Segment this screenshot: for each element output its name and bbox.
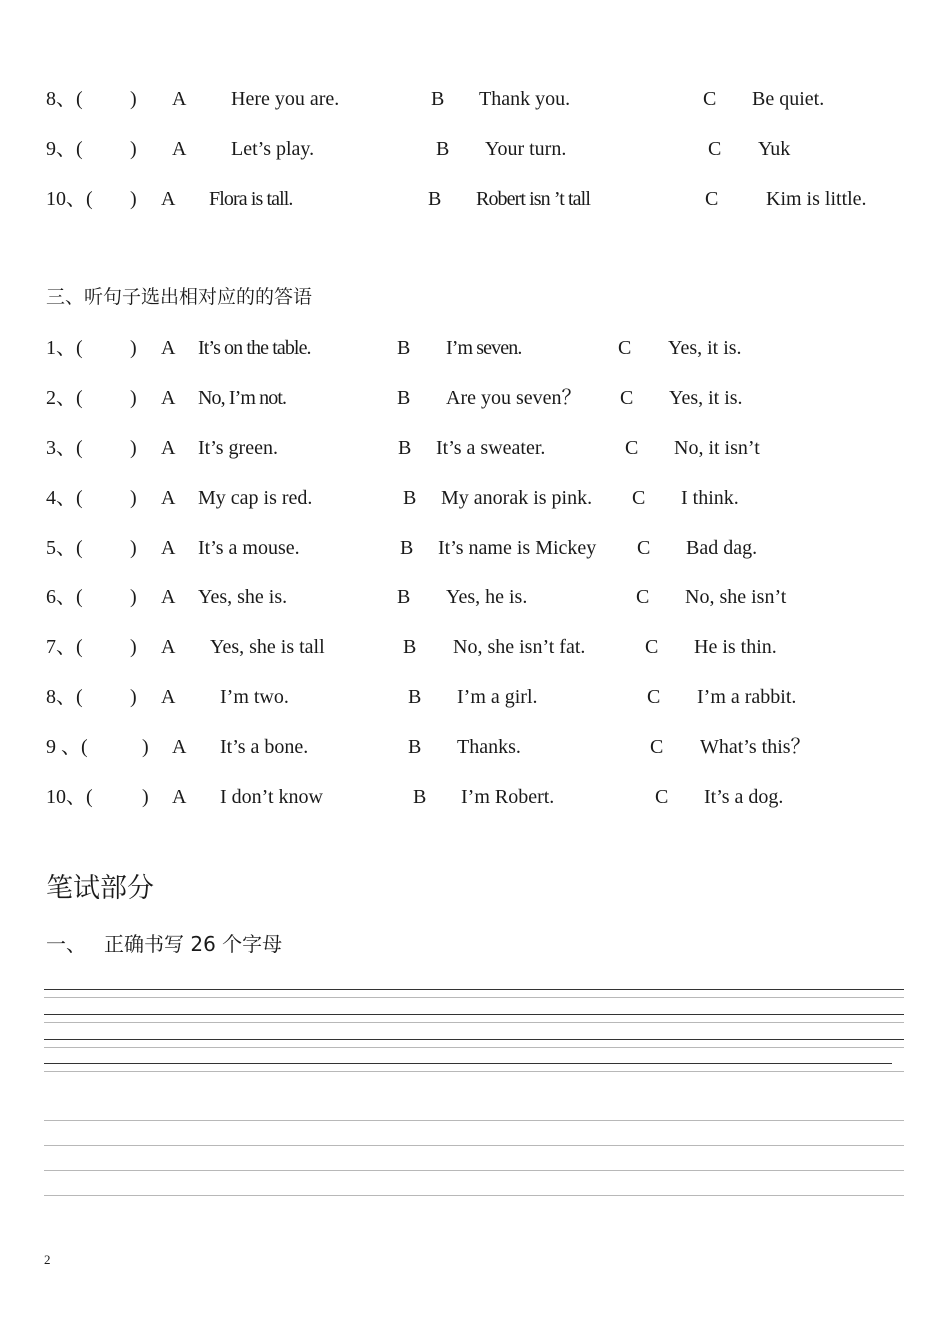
answer-bracket-close: ): [130, 188, 137, 210]
option-b-text: I’m a girl.: [457, 686, 538, 708]
option-a-label: A: [161, 337, 176, 359]
option-c-text: Kim is little.: [766, 188, 867, 210]
question-number: 8、(: [46, 686, 83, 708]
option-c-text: No, she isn’t: [685, 586, 787, 608]
option-c-label: C: [650, 736, 664, 758]
option-b-label: B: [413, 786, 427, 808]
option-b-text: Robert isn ’t tall: [476, 188, 590, 210]
page-number: 2: [44, 1252, 51, 1267]
option-c-text: He is thin.: [694, 636, 777, 658]
option-c-text: I think.: [681, 487, 739, 509]
option-b-text: I’m seven.: [446, 337, 522, 359]
option-b-label: B: [403, 487, 417, 509]
option-a-label: A: [172, 88, 187, 110]
option-c-text: Yes, it is.: [669, 387, 743, 409]
option-c-label: C: [632, 487, 646, 509]
answer-bracket-close: ): [130, 636, 137, 658]
answer-bracket-close: ): [130, 437, 137, 459]
answer-bracket-close: ): [142, 736, 149, 758]
option-b-label: B: [397, 337, 411, 359]
writing-line: [44, 1170, 904, 1171]
option-c-text: Be quiet.: [752, 88, 825, 110]
option-b-text: It’s a sweater.: [436, 437, 546, 459]
option-c-text: It’s a dog.: [704, 786, 784, 808]
option-b-label: B: [428, 188, 442, 210]
writing-line: [44, 1014, 904, 1015]
option-a-label: A: [172, 138, 187, 160]
option-a-label: A: [161, 487, 176, 509]
option-c-label: C: [703, 88, 717, 110]
question-row: [0, 684, 950, 710]
option-b-text: Yes, he is.: [446, 586, 528, 608]
option-c-text: Yes, it is.: [668, 337, 742, 359]
answer-bracket-close: ): [130, 88, 137, 110]
question-row: [0, 634, 950, 660]
writing-line: [44, 1195, 904, 1196]
writing-line: [44, 1120, 904, 1121]
option-b-text: Thank you.: [479, 88, 571, 110]
question-number: 10、(: [46, 786, 93, 808]
option-c-text: No, it isn’t: [674, 437, 760, 459]
subsection-text: 正确书写 26 个字母: [104, 932, 283, 956]
question-number: 9、(: [46, 138, 83, 160]
written-section-title: 笔试部分: [46, 873, 154, 904]
question-number: 10、(: [46, 188, 93, 210]
option-a-text: I’m two.: [220, 686, 289, 708]
option-c-text: Bad dag.: [686, 537, 758, 559]
answer-bracket-close: ): [130, 686, 137, 708]
option-b-text: Your turn.: [485, 138, 567, 160]
option-a-text: Flora is tall.: [209, 188, 293, 210]
question-row: [0, 335, 950, 361]
answer-bracket-close: ): [130, 337, 137, 359]
option-a-label: A: [161, 387, 176, 409]
option-b-label: B: [397, 586, 411, 608]
option-a-text: It’s a bone.: [220, 736, 309, 758]
option-c-label: C: [637, 537, 651, 559]
option-c-text: What’s this？: [700, 736, 811, 758]
option-a-text: I don’t know: [220, 786, 323, 808]
option-c-label: C: [620, 387, 634, 409]
option-a-text: It’s a mouse.: [198, 537, 300, 559]
writing-line: [44, 1047, 904, 1048]
question-row: [0, 734, 950, 760]
option-b-text: My anorak is pink.: [441, 487, 593, 509]
option-a-text: Here you are.: [231, 88, 340, 110]
option-c-label: C: [655, 786, 669, 808]
writing-line: [44, 1071, 904, 1072]
question-row: [0, 86, 950, 112]
writing-line: [44, 997, 904, 998]
option-b-label: B: [408, 686, 422, 708]
option-b-text: Are you seven？: [446, 387, 582, 409]
question-number: 5、(: [46, 537, 83, 559]
option-c-label: C: [645, 636, 659, 658]
question-row: [0, 435, 950, 461]
option-c-label: C: [647, 686, 661, 708]
answer-bracket-close: ): [130, 537, 137, 559]
answer-bracket-close: ): [130, 487, 137, 509]
option-a-label: A: [161, 437, 176, 459]
answer-bracket-close: ): [130, 138, 137, 160]
question-row: [0, 485, 950, 511]
writing-line: [44, 1039, 904, 1040]
option-b-label: B: [400, 537, 414, 559]
option-c-label: C: [618, 337, 632, 359]
option-c-label: C: [705, 188, 719, 210]
answer-bracket-close: ): [130, 387, 137, 409]
option-c-label: C: [636, 586, 650, 608]
section-title: 三、听句子选出相对应的的答语: [46, 286, 313, 308]
question-number: 9 、(: [46, 736, 88, 758]
option-a-text: Yes, she is tall: [210, 636, 325, 658]
option-a-label: A: [161, 686, 176, 708]
writing-line: [44, 1145, 904, 1146]
writing-line: [44, 989, 904, 990]
option-a-label: A: [161, 537, 176, 559]
option-b-label: B: [436, 138, 450, 160]
writing-line: [44, 1022, 904, 1023]
question-number: 8、(: [46, 88, 83, 110]
option-c-text: I’m a rabbit.: [697, 686, 797, 708]
option-b-text: I’m Robert.: [461, 786, 555, 808]
question-number: 7、(: [46, 636, 83, 658]
option-b-label: B: [403, 636, 417, 658]
option-a-text: Let’s play.: [231, 138, 315, 160]
option-a-label: A: [161, 636, 176, 658]
option-b-label: B: [398, 437, 412, 459]
option-b-text: No, she isn’t fat.: [453, 636, 586, 658]
option-a-text: No, I’m not.: [198, 387, 287, 409]
question-number: 6、(: [46, 586, 83, 608]
question-row: [0, 136, 950, 162]
option-a-text: My cap is red.: [198, 487, 313, 509]
option-a-label: A: [161, 188, 176, 210]
option-a-label: A: [172, 786, 187, 808]
question-row: [0, 584, 950, 610]
question-number: 4、(: [46, 487, 83, 509]
question-row: [0, 784, 950, 810]
subsection-number: 一、: [46, 932, 86, 956]
option-c-text: Yuk: [758, 138, 791, 160]
option-c-label: C: [625, 437, 639, 459]
question-row: [0, 535, 950, 561]
option-b-label: B: [408, 736, 422, 758]
option-a-text: It’s green.: [198, 437, 278, 459]
question-number: 3、(: [46, 437, 83, 459]
question-number: 2、(: [46, 387, 83, 409]
option-a-text: Yes, she is.: [198, 586, 288, 608]
option-b-text: It’s name is Mickey: [438, 537, 597, 559]
option-a-label: A: [172, 736, 187, 758]
question-row: [0, 186, 950, 212]
answer-bracket-close: ): [142, 786, 149, 808]
answer-bracket-close: ): [130, 586, 137, 608]
writing-line: [44, 1063, 892, 1064]
option-c-label: C: [708, 138, 722, 160]
option-b-label: B: [431, 88, 445, 110]
option-a-label: A: [161, 586, 176, 608]
question-row: [0, 385, 950, 411]
question-number: 1、(: [46, 337, 83, 359]
option-b-label: B: [397, 387, 411, 409]
option-b-text: Thanks.: [457, 736, 521, 758]
option-a-text: It’s on the table.: [198, 337, 311, 359]
